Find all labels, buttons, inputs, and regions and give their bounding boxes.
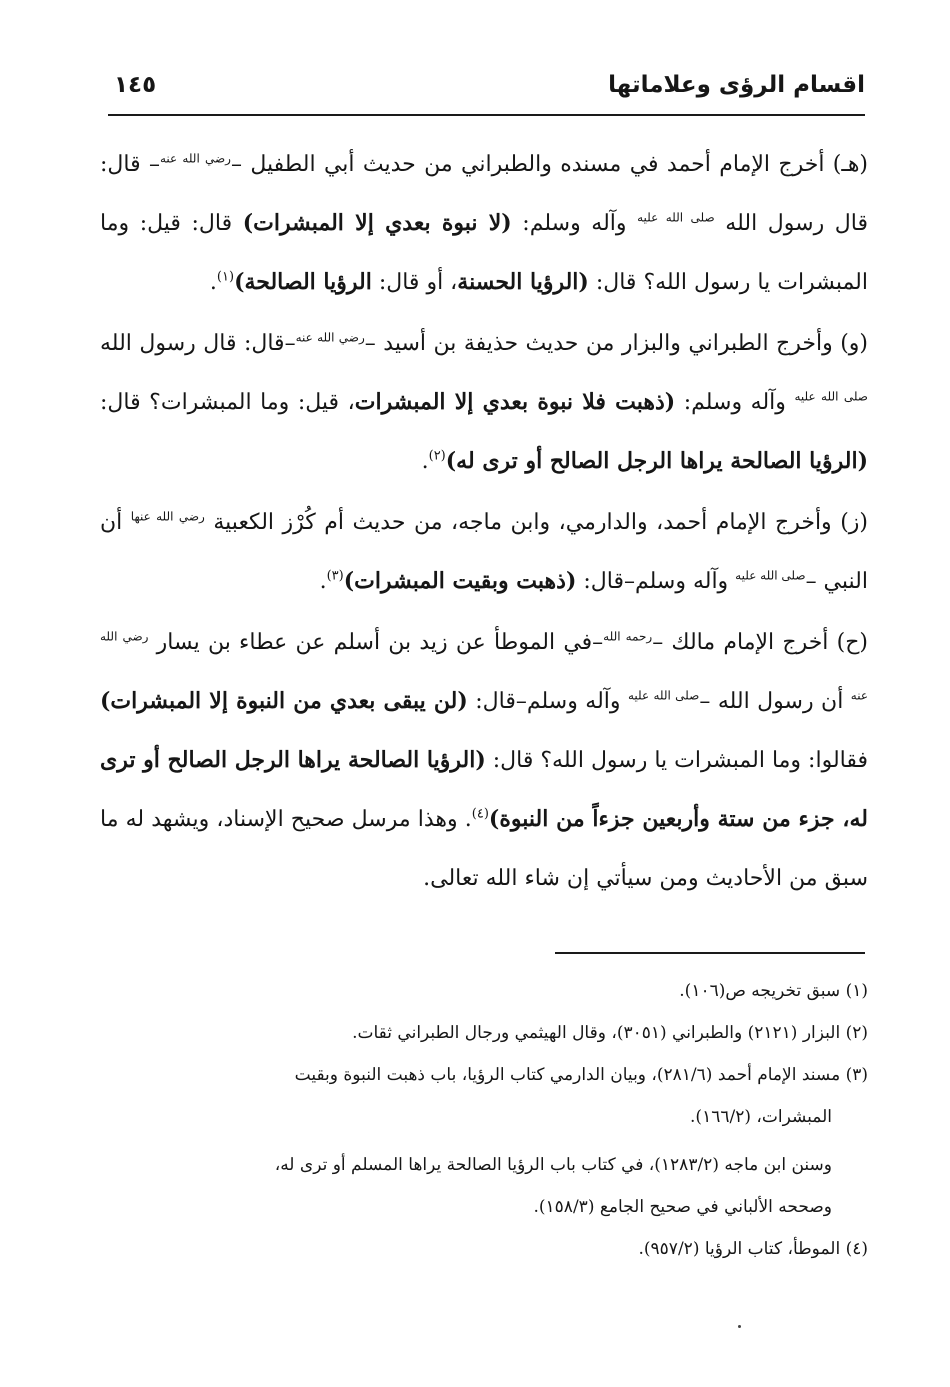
footnote-3-continued: المبشرات، (١٦٦/٢). xyxy=(690,1107,832,1127)
paragraph-w xyxy=(100,314,868,491)
hadith-quote: (الرؤيا الصالحة يراها الرجل الصالح أو ترى له) xyxy=(445,448,868,474)
footnote-3: (٣) مسند الإمام أحمد (٢٨١/٦)، وبيان الدارمي كتاب الرؤيا، باب ذهبت النبوة وبقيت xyxy=(294,1065,868,1085)
text: أن النبي – xyxy=(100,510,868,594)
paragraph-ha xyxy=(100,613,868,908)
hadith-quote: (الرؤيا الحسنة xyxy=(457,269,589,295)
text: (و) وأخرج الطبراني والبزار من حديث حذيفة بن أسيد – xyxy=(364,331,868,356)
page-number: ١٤٥ xyxy=(114,72,157,98)
text: ، أو قال: xyxy=(371,270,458,295)
text: وآله وسلم–قال: xyxy=(467,689,628,714)
blessing-glyph: صلى الله عليه xyxy=(794,389,868,404)
text: –قال: قال رسول الله xyxy=(100,331,296,356)
text: أن رسول الله – xyxy=(699,689,851,714)
text: . وهذا مرسل صحيح الإسناد، ويشهد له ما سبق من الأحاديث ومن سيأتي إن شاء الله تعالى. xyxy=(100,807,868,891)
hadith-quote: (لا نبوة بعدي إلا المبشرات) xyxy=(242,210,512,236)
footnote-3-extra-continued: وصححه الألباني في صحيح الجامع (١٥٨/٣). xyxy=(533,1197,832,1217)
text: ، قيل: وما المبشرات؟ قال: xyxy=(100,390,355,415)
text: . xyxy=(421,449,429,474)
blessing-glyph: صلى الله عليه xyxy=(637,210,715,225)
hadith-quote: الرؤيا الصالحة) xyxy=(234,269,372,295)
text: وآله وسلم: xyxy=(511,211,638,236)
blessing-glyph: رضي الله عنه xyxy=(295,330,365,345)
blessing-glyph: رضي الله عنه xyxy=(100,629,869,703)
text: (ح) أخرج الإمام مالك – xyxy=(652,630,869,655)
hadith-quote: (ذهبت فلا نبوة بعدي إلا المبشرات xyxy=(354,389,676,415)
blessing-glyph: صلى الله عليه xyxy=(628,688,700,703)
footnote-2: (٢) البزار (٢١٢١) والطبراني (٣٠٥١)، وقال الهيثمي ورجال الطبراني ثقات. xyxy=(352,1023,868,1043)
blessing-glyph: رضي الله عنه xyxy=(159,151,231,166)
paragraph-z xyxy=(100,493,868,611)
footnote-ref[interactable]: (٤) xyxy=(471,806,489,822)
print-speck xyxy=(738,1325,741,1328)
footnote-separator xyxy=(555,952,865,954)
blessing-glyph: رضي الله عنها xyxy=(130,509,205,524)
footnote-1: (١) سبق تخريجه ص(١٠٦). xyxy=(679,981,868,1001)
paragraph-h xyxy=(100,135,868,312)
chapter-title: اقسام الرؤى وعلاماتها xyxy=(608,72,865,98)
blessing-glyph: صلى الله عليه xyxy=(735,568,806,583)
text: وآله وسلم: xyxy=(675,390,795,415)
footnote-ref[interactable]: (٢) xyxy=(428,448,446,464)
footnotes xyxy=(100,970,868,1270)
footnote-4: (٤) الموطأ، كتاب الرؤيا (٩٥٧/٢). xyxy=(638,1239,868,1259)
text: وآله وسلم–قال: xyxy=(576,569,736,594)
hadith-quote: (لن يبقى بعدي من النبوة إلا المبشرات) xyxy=(100,688,468,714)
footnote-3-extra: وسنن ابن ماجه (١٢٨٣/٢)، في كتاب باب الرؤيا الصالحة يراها المسلم أو ترى له، xyxy=(274,1155,832,1175)
text: – قال: قال رسول الله xyxy=(100,152,868,236)
footnote-ref[interactable]: (١) xyxy=(216,269,235,285)
text: . xyxy=(209,270,217,295)
text: . xyxy=(319,569,327,594)
blessing-glyph: رحمه الله xyxy=(603,629,653,644)
text: (هـ) أخرج الإمام أحمد في مسنده والطبراني من حديث أبي الطفيل – xyxy=(230,152,869,177)
text: قال: قيل: وما المبشرات يا رسول الله؟ قال: xyxy=(100,211,868,295)
hadith-quote: (ذهبت وبقيت المبشرات) xyxy=(343,568,577,594)
main-text xyxy=(100,135,868,908)
text: (ز) وأخرج الإمام أحمد، والدارمي، وابن ماجه، من حديث أم كُرْز الكعبية xyxy=(204,510,868,535)
text: –في الموطأ عن زيد بن أسلم عن عطاء بن يسار xyxy=(148,630,604,655)
running-header xyxy=(108,66,865,116)
hadith-quote: (الرؤيا الصالحة يراها الرجل الصالح أو ترى له، جزء من ستة وأربعين جزءاً من النبوة) xyxy=(100,747,869,832)
footnote-ref[interactable]: (٣) xyxy=(326,568,344,584)
text: فقالوا: وما المبشرات يا رسول الله؟ قال: xyxy=(485,748,869,773)
